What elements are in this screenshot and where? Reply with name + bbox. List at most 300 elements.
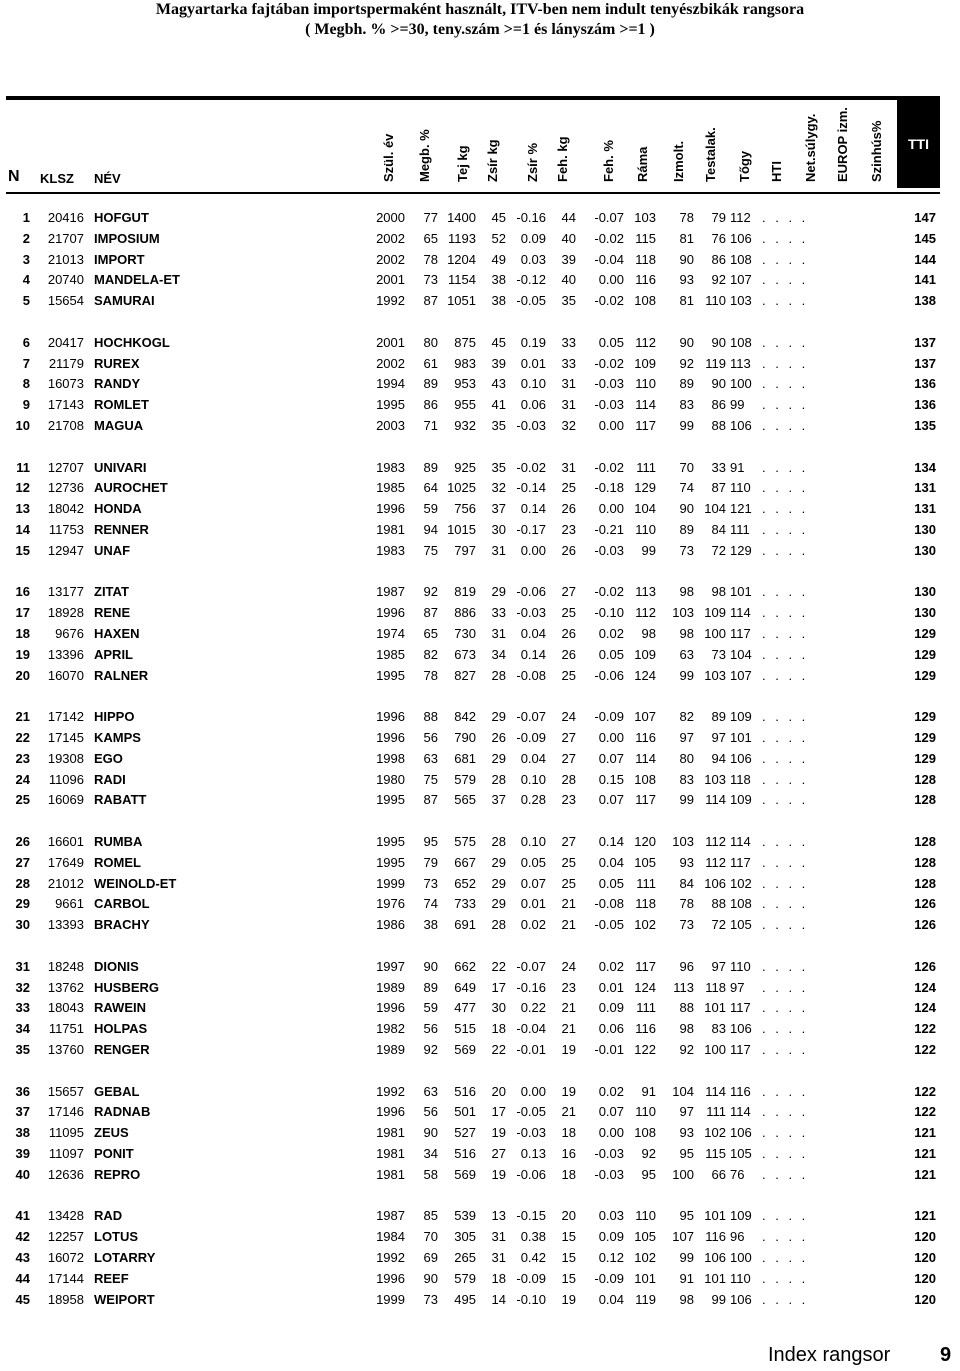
cell-feh-pct: -0.03 bbox=[594, 542, 624, 558]
cell-name: HUSBERG bbox=[94, 979, 160, 995]
cell-klsz: 17142 bbox=[47, 709, 84, 725]
cell-klsz: 16601 bbox=[47, 834, 84, 849]
cell-izmolt: 95 bbox=[679, 1146, 694, 1161]
cell-klsz: 11096 bbox=[48, 771, 84, 787]
cell-tej-kg: 579 bbox=[454, 1270, 476, 1286]
cell-izmolt: 78 bbox=[679, 896, 694, 912]
header-rama: Ráma bbox=[635, 146, 650, 182]
cell-izmolt: 81 bbox=[679, 293, 694, 309]
cell-zsir-kg: 35 bbox=[491, 459, 506, 475]
cell-rama: 129 bbox=[634, 480, 656, 496]
cell-rank: 40 bbox=[15, 1166, 30, 1182]
cell-tej-kg: 1154 bbox=[448, 272, 476, 288]
cell-tti: 128 bbox=[914, 854, 936, 870]
cell-feh-kg: 27 bbox=[561, 834, 576, 849]
cell-name: UNIVARI bbox=[94, 459, 147, 475]
cell-rama: 108 bbox=[634, 1125, 656, 1141]
cell-megb: 61 bbox=[423, 355, 438, 371]
cell-izmolt: 98 bbox=[679, 626, 694, 641]
cell-megb: 89 bbox=[423, 979, 438, 995]
cell-testalak: 106 bbox=[704, 1250, 726, 1265]
cell-rama: 109 bbox=[634, 646, 656, 662]
cell-zsir-kg: 19 bbox=[491, 1125, 506, 1141]
header-testalak: Testalak. bbox=[703, 127, 718, 182]
cell-zsir-kg: 49 bbox=[491, 251, 506, 267]
cell-izmolt: 99 bbox=[679, 418, 694, 433]
table-row bbox=[0, 957, 960, 977]
cell-hti-dots: . . . . bbox=[762, 1125, 809, 1141]
table-row bbox=[0, 1123, 960, 1143]
cell-hti-dots: . . . . bbox=[762, 792, 809, 808]
cell-name: RENGER bbox=[94, 1042, 150, 1057]
cell-testalak: 118 bbox=[705, 979, 726, 995]
cell-feh-kg: 31 bbox=[561, 459, 576, 475]
cell-testalak: 97 bbox=[711, 730, 726, 745]
cell-zsir-kg: 28 bbox=[491, 771, 506, 787]
cell-izmolt: 83 bbox=[679, 397, 694, 413]
cell-hti-dots: . . . . bbox=[762, 1250, 809, 1265]
cell-feh-pct: -0.02 bbox=[594, 584, 624, 600]
cell-feh-kg: 20 bbox=[561, 1208, 576, 1224]
cell-megb: 89 bbox=[423, 376, 438, 392]
cell-tti: 144 bbox=[914, 251, 936, 267]
table-row bbox=[0, 645, 960, 665]
cell-feh-pct: -0.03 bbox=[594, 1146, 624, 1161]
cell-tti: 126 bbox=[914, 917, 936, 933]
cell-izmolt: 70 bbox=[679, 459, 694, 475]
cell-togy: 105 bbox=[730, 917, 752, 933]
cell-togy: 100 bbox=[730, 1250, 752, 1265]
cell-name: HONDA bbox=[94, 501, 142, 517]
cell-feh-pct: 0.14 bbox=[598, 834, 624, 849]
cell-izmolt: 89 bbox=[679, 376, 694, 392]
cell-zsir-pct: -0.07 bbox=[516, 958, 546, 974]
cell-birth-year: 1981 bbox=[376, 522, 405, 537]
cell-zsir-pct: 0.19 bbox=[520, 334, 546, 350]
cell-zsir-kg: 39 bbox=[491, 355, 506, 371]
cell-zsir-pct: -0.16 bbox=[516, 210, 546, 225]
cell-togy: 109 bbox=[730, 792, 752, 808]
table-row bbox=[0, 1165, 960, 1185]
table-row bbox=[0, 603, 960, 623]
cell-izmolt: 95 bbox=[679, 1208, 694, 1224]
cell-hti-dots: . . . . bbox=[762, 459, 809, 475]
cell-izmolt: 98 bbox=[679, 584, 694, 600]
cell-izmolt: 99 bbox=[679, 792, 694, 808]
cell-testalak: 83 bbox=[711, 1021, 726, 1037]
cell-klsz: 12736 bbox=[47, 480, 84, 496]
cell-name: APRIL bbox=[94, 646, 133, 662]
cell-birth-year: 1995 bbox=[376, 667, 405, 683]
cell-izmolt: 91 bbox=[679, 1270, 694, 1286]
cell-tej-kg: 925 bbox=[454, 459, 476, 475]
table-row bbox=[0, 250, 960, 270]
table-row bbox=[0, 770, 960, 790]
cell-birth-year: 1995 bbox=[376, 792, 405, 808]
cell-klsz: 17143 bbox=[47, 397, 84, 413]
cell-zsir-kg: 31 bbox=[491, 1229, 506, 1245]
cell-klsz: 20740 bbox=[47, 272, 84, 288]
table-row bbox=[0, 666, 960, 686]
cell-megb: 64 bbox=[423, 480, 438, 496]
cell-tej-kg: 886 bbox=[454, 605, 476, 621]
cell-feh-pct: -0.09 bbox=[594, 1270, 624, 1286]
cell-rank: 9 bbox=[22, 397, 30, 413]
cell-feh-pct: -0.03 bbox=[594, 397, 624, 413]
cell-birth-year: 2002 bbox=[376, 355, 405, 371]
cell-izmolt: 107 bbox=[672, 1229, 694, 1245]
cell-megb: 56 bbox=[423, 730, 438, 745]
cell-izmolt: 99 bbox=[679, 1250, 694, 1265]
cell-feh-kg: 18 bbox=[561, 1166, 576, 1182]
cell-rank: 24 bbox=[15, 771, 30, 787]
cell-zsir-kg: 22 bbox=[491, 958, 506, 974]
cell-klsz: 18248 bbox=[47, 958, 84, 974]
cell-name: RADI bbox=[94, 771, 126, 787]
cell-zsir-kg: 37 bbox=[491, 792, 506, 808]
cell-rank: 39 bbox=[15, 1146, 30, 1161]
table-row bbox=[0, 978, 960, 998]
cell-togy: 111 bbox=[730, 522, 750, 537]
cell-feh-pct: 0.02 bbox=[598, 626, 624, 641]
cell-rank: 16 bbox=[15, 584, 30, 600]
cell-testalak: 102 bbox=[704, 1125, 726, 1141]
cell-tti: 121 bbox=[914, 1146, 936, 1161]
cell-tej-kg: 477 bbox=[454, 1000, 476, 1016]
cell-klsz: 21012 bbox=[47, 875, 84, 891]
cell-klsz: 15657 bbox=[47, 1083, 84, 1099]
table-row bbox=[0, 1102, 960, 1122]
cell-feh-kg: 23 bbox=[561, 522, 576, 537]
cell-zsir-kg: 26 bbox=[491, 730, 506, 745]
cell-rank: 23 bbox=[15, 750, 30, 766]
header-nev: NÉV bbox=[94, 171, 121, 186]
cell-birth-year: 2001 bbox=[376, 272, 405, 288]
cell-name: RADNAB bbox=[94, 1104, 151, 1120]
cell-tej-kg: 575 bbox=[454, 834, 476, 849]
table-row bbox=[0, 1248, 960, 1268]
cell-hti-dots: . . . . bbox=[762, 1021, 809, 1037]
cell-rama: 116 bbox=[635, 1021, 656, 1037]
cell-hti-dots: . . . . bbox=[762, 1000, 809, 1016]
cell-togy: 101 bbox=[730, 584, 752, 600]
cell-birth-year: 1983 bbox=[376, 459, 405, 475]
cell-hti-dots: . . . . bbox=[762, 397, 809, 413]
cell-izmolt: 89 bbox=[679, 522, 694, 537]
cell-zsir-kg: 18 bbox=[491, 1270, 506, 1286]
cell-tej-kg: 673 bbox=[454, 646, 476, 662]
header-szul: Szül. év bbox=[381, 133, 396, 182]
cell-klsz: 18042 bbox=[47, 501, 84, 517]
cell-birth-year: 1981 bbox=[376, 1146, 405, 1161]
header-tti: TTI bbox=[897, 100, 940, 188]
cell-name: ROMEL bbox=[94, 854, 141, 870]
cell-tej-kg: 662 bbox=[454, 958, 476, 974]
cell-izmolt: 103 bbox=[672, 605, 694, 621]
cell-name: ROMLET bbox=[94, 397, 149, 413]
cell-feh-pct: 0.00 bbox=[598, 501, 624, 517]
header-togy: Tőgy bbox=[737, 150, 752, 182]
cell-name: WEIPORT bbox=[94, 1291, 155, 1307]
cell-togy: 117 bbox=[730, 1000, 751, 1016]
cell-feh-kg: 24 bbox=[561, 709, 576, 725]
cell-birth-year: 1992 bbox=[376, 293, 405, 309]
cell-name: MAGUA bbox=[94, 418, 144, 433]
cell-rank: 11 bbox=[16, 459, 30, 475]
cell-rama: 105 bbox=[634, 854, 656, 870]
cell-zsir-pct: -0.05 bbox=[516, 293, 546, 309]
cell-name: HOCHKOGL bbox=[94, 334, 170, 350]
cell-togy: 108 bbox=[730, 334, 752, 350]
cell-zsir-pct: 0.10 bbox=[520, 834, 546, 849]
cell-zsir-kg: 34 bbox=[491, 646, 506, 662]
cell-zsir-pct: -0.16 bbox=[516, 979, 546, 995]
cell-rank: 27 bbox=[15, 854, 30, 870]
cell-zsir-kg: 20 bbox=[491, 1083, 506, 1099]
cell-klsz: 20416 bbox=[47, 210, 84, 225]
cell-birth-year: 1989 bbox=[376, 979, 405, 995]
cell-rank: 6 bbox=[22, 334, 30, 350]
cell-feh-pct: -0.01 bbox=[594, 1042, 624, 1057]
cell-izmolt: 93 bbox=[679, 1125, 694, 1141]
cell-togy: 100 bbox=[730, 376, 752, 392]
cell-rank: 3 bbox=[22, 251, 30, 267]
cell-zsir-pct: -0.06 bbox=[516, 1166, 546, 1182]
cell-hti-dots: . . . . bbox=[762, 376, 809, 392]
cell-rama: 114 bbox=[635, 750, 656, 766]
cell-rank: 5 bbox=[22, 293, 30, 309]
cell-zsir-kg: 17 bbox=[491, 979, 506, 995]
cell-feh-pct: 0.02 bbox=[598, 958, 624, 974]
cell-zsir-pct: 0.10 bbox=[520, 376, 546, 392]
cell-zsir-kg: 30 bbox=[491, 522, 506, 537]
header-n: N bbox=[8, 168, 20, 185]
cell-tej-kg: 501 bbox=[454, 1104, 476, 1120]
cell-zsir-kg: 29 bbox=[491, 584, 506, 600]
cell-hti-dots: . . . . bbox=[762, 667, 809, 683]
cell-rank: 35 bbox=[15, 1042, 30, 1057]
cell-izmolt: 93 bbox=[679, 854, 694, 870]
cell-feh-pct: 0.00 bbox=[598, 730, 624, 745]
cell-name: LOTARRY bbox=[94, 1250, 156, 1265]
cell-hti-dots: . . . . bbox=[762, 1083, 809, 1099]
cell-rank: 17 bbox=[15, 605, 30, 621]
cell-megb: 86 bbox=[423, 397, 438, 413]
cell-name: HOLPAS bbox=[94, 1021, 148, 1037]
cell-zsir-kg: 31 bbox=[491, 542, 506, 558]
cell-megb: 90 bbox=[423, 1125, 438, 1141]
cell-togy: 102 bbox=[730, 875, 752, 891]
cell-zsir-kg: 32 bbox=[491, 480, 506, 496]
page-subtitle: ( Megbh. % >=30, teny.szám >=1 és lányszám >=1 ) bbox=[305, 21, 655, 38]
cell-klsz: 12707 bbox=[47, 459, 84, 475]
cell-zsir-pct: -0.02 bbox=[516, 459, 546, 475]
cell-megb: 73 bbox=[423, 1291, 438, 1307]
cell-rama: 109 bbox=[634, 355, 656, 371]
cell-zsir-pct: 0.00 bbox=[520, 1083, 546, 1099]
cell-rank: 21 bbox=[15, 709, 30, 725]
cell-zsir-pct: 0.22 bbox=[520, 1000, 546, 1016]
cell-hti-dots: . . . . bbox=[762, 605, 809, 621]
cell-rama: 122 bbox=[634, 1042, 656, 1057]
cell-rank: 30 bbox=[15, 917, 30, 933]
header-fehkg: Feh. kg bbox=[555, 136, 570, 182]
cell-togy: 112 bbox=[730, 210, 751, 225]
cell-rama: 107 bbox=[634, 709, 656, 725]
cell-tej-kg: 265 bbox=[454, 1250, 476, 1265]
cell-birth-year: 1981 bbox=[376, 1125, 405, 1141]
cell-tej-kg: 305 bbox=[454, 1229, 476, 1245]
cell-birth-year: 1996 bbox=[376, 730, 405, 745]
cell-feh-kg: 19 bbox=[561, 1291, 576, 1307]
cell-zsir-pct: 0.02 bbox=[520, 917, 546, 933]
cell-tej-kg: 691 bbox=[454, 917, 476, 933]
table-row bbox=[0, 520, 960, 540]
cell-tti: 129 bbox=[914, 750, 936, 766]
cell-rama: 110 bbox=[635, 1208, 656, 1224]
cell-testalak: 90 bbox=[711, 334, 726, 350]
cell-feh-kg: 23 bbox=[561, 979, 576, 995]
cell-rama: 110 bbox=[635, 1104, 656, 1120]
cell-megb: 90 bbox=[423, 958, 438, 974]
cell-testalak: 86 bbox=[711, 397, 726, 413]
cell-name: RAD bbox=[94, 1208, 123, 1224]
cell-birth-year: 1995 bbox=[376, 397, 405, 413]
cell-feh-kg: 33 bbox=[561, 334, 576, 350]
cell-togy: 91 bbox=[730, 459, 745, 475]
cell-tej-kg: 955 bbox=[454, 397, 476, 413]
cell-rank: 36 bbox=[15, 1083, 30, 1099]
header-izmolt: Izmolt. bbox=[671, 140, 686, 182]
cell-megb: 56 bbox=[423, 1104, 438, 1120]
cell-togy: 116 bbox=[730, 1083, 751, 1099]
cell-feh-kg: 25 bbox=[561, 854, 576, 870]
cell-tti: 134 bbox=[914, 459, 936, 475]
table-row bbox=[0, 790, 960, 810]
cell-testalak: 66 bbox=[711, 1166, 726, 1182]
cell-izmolt: 98 bbox=[679, 1021, 694, 1037]
cell-togy: 109 bbox=[730, 1208, 752, 1224]
cell-hti-dots: . . . . bbox=[762, 646, 809, 662]
cell-togy: 110 bbox=[730, 480, 751, 496]
cell-rama: 92 bbox=[641, 1146, 656, 1161]
cell-tti: 136 bbox=[914, 397, 936, 413]
cell-feh-kg: 19 bbox=[561, 1042, 576, 1057]
cell-klsz: 11751 bbox=[48, 1021, 84, 1037]
cell-izmolt: 92 bbox=[679, 1042, 694, 1057]
cell-zsir-kg: 14 bbox=[491, 1291, 506, 1307]
cell-tej-kg: 516 bbox=[454, 1083, 476, 1099]
cell-zsir-pct: 0.09 bbox=[520, 230, 546, 246]
table-row bbox=[0, 998, 960, 1018]
cell-tti: 129 bbox=[914, 626, 936, 641]
cell-feh-pct: -0.08 bbox=[594, 896, 624, 912]
cell-feh-kg: 44 bbox=[561, 210, 576, 225]
cell-megb: 90 bbox=[423, 1270, 438, 1286]
cell-tej-kg: 652 bbox=[454, 875, 476, 891]
cell-testalak: 112 bbox=[705, 854, 726, 870]
cell-testalak: 76 bbox=[711, 230, 726, 246]
cell-rama: 117 bbox=[635, 958, 656, 974]
cell-birth-year: 1996 bbox=[376, 1104, 405, 1120]
cell-name: RALNER bbox=[94, 667, 149, 683]
cell-feh-kg: 25 bbox=[561, 480, 576, 496]
cell-testalak: 98 bbox=[711, 584, 726, 600]
cell-tti: 121 bbox=[914, 1208, 936, 1224]
cell-birth-year: 1981 bbox=[376, 1166, 405, 1182]
cell-klsz: 21179 bbox=[48, 355, 84, 371]
cell-tti: 120 bbox=[914, 1229, 936, 1245]
cell-rama: 111 bbox=[636, 875, 656, 891]
cell-togy: 106 bbox=[730, 230, 752, 246]
cell-rama: 105 bbox=[634, 1229, 656, 1245]
cell-hti-dots: . . . . bbox=[762, 979, 809, 995]
cell-klsz: 13393 bbox=[47, 917, 84, 933]
cell-name: ZEUS bbox=[94, 1125, 129, 1141]
cell-izmolt: 104 bbox=[672, 1083, 694, 1099]
cell-zsir-kg: 17 bbox=[491, 1104, 506, 1120]
cell-megb: 56 bbox=[423, 1021, 438, 1037]
cell-name: CARBOL bbox=[94, 896, 150, 912]
cell-rama: 113 bbox=[635, 584, 656, 600]
cell-rama: 103 bbox=[634, 210, 656, 225]
cell-feh-kg: 23 bbox=[561, 792, 576, 808]
cell-hti-dots: . . . . bbox=[762, 293, 809, 309]
cell-megb: 79 bbox=[423, 854, 438, 870]
table-row bbox=[0, 291, 960, 311]
cell-testalak: 100 bbox=[704, 626, 726, 641]
cell-rank: 31 bbox=[15, 958, 30, 974]
table-row bbox=[0, 541, 960, 561]
cell-hti-dots: . . . . bbox=[762, 854, 809, 870]
table-row bbox=[0, 270, 960, 290]
cell-rama: 101 bbox=[634, 1270, 656, 1286]
table-row bbox=[0, 1206, 960, 1226]
cell-testalak: 100 bbox=[704, 1042, 726, 1057]
cell-zsir-kg: 31 bbox=[491, 1250, 506, 1265]
cell-zsir-pct: 0.38 bbox=[520, 1229, 546, 1245]
cell-tti: 121 bbox=[914, 1125, 936, 1141]
cell-izmolt: 97 bbox=[679, 730, 694, 745]
cell-megb: 74 bbox=[423, 896, 438, 912]
cell-hti-dots: . . . . bbox=[762, 1291, 809, 1307]
cell-togy: 107 bbox=[730, 667, 752, 683]
cell-megb: 92 bbox=[423, 584, 438, 600]
cell-feh-pct: 0.02 bbox=[598, 1083, 624, 1099]
cell-testalak: 106 bbox=[704, 875, 726, 891]
cell-rank: 10 bbox=[15, 418, 30, 433]
cell-birth-year: 1985 bbox=[376, 646, 405, 662]
cell-rank: 33 bbox=[15, 1000, 30, 1016]
cell-testalak: 73 bbox=[711, 646, 726, 662]
cell-rama: 111 bbox=[636, 1000, 656, 1016]
cell-klsz: 12257 bbox=[47, 1229, 84, 1245]
cell-tej-kg: 569 bbox=[454, 1042, 476, 1057]
cell-tti: 135 bbox=[914, 418, 936, 433]
cell-rank: 29 bbox=[15, 896, 30, 912]
cell-birth-year: 1986 bbox=[376, 917, 405, 933]
cell-zsir-pct: 0.42 bbox=[520, 1250, 546, 1265]
cell-testalak: 79 bbox=[711, 210, 726, 225]
cell-klsz: 13760 bbox=[47, 1042, 84, 1057]
cell-feh-pct: -0.21 bbox=[594, 522, 624, 537]
cell-tej-kg: 932 bbox=[454, 418, 476, 433]
cell-feh-kg: 26 bbox=[561, 626, 576, 641]
cell-rank: 2 bbox=[22, 230, 30, 246]
cell-rank: 42 bbox=[15, 1229, 30, 1245]
cell-zsir-kg: 52 bbox=[491, 230, 506, 246]
cell-feh-pct: 0.04 bbox=[598, 854, 624, 870]
